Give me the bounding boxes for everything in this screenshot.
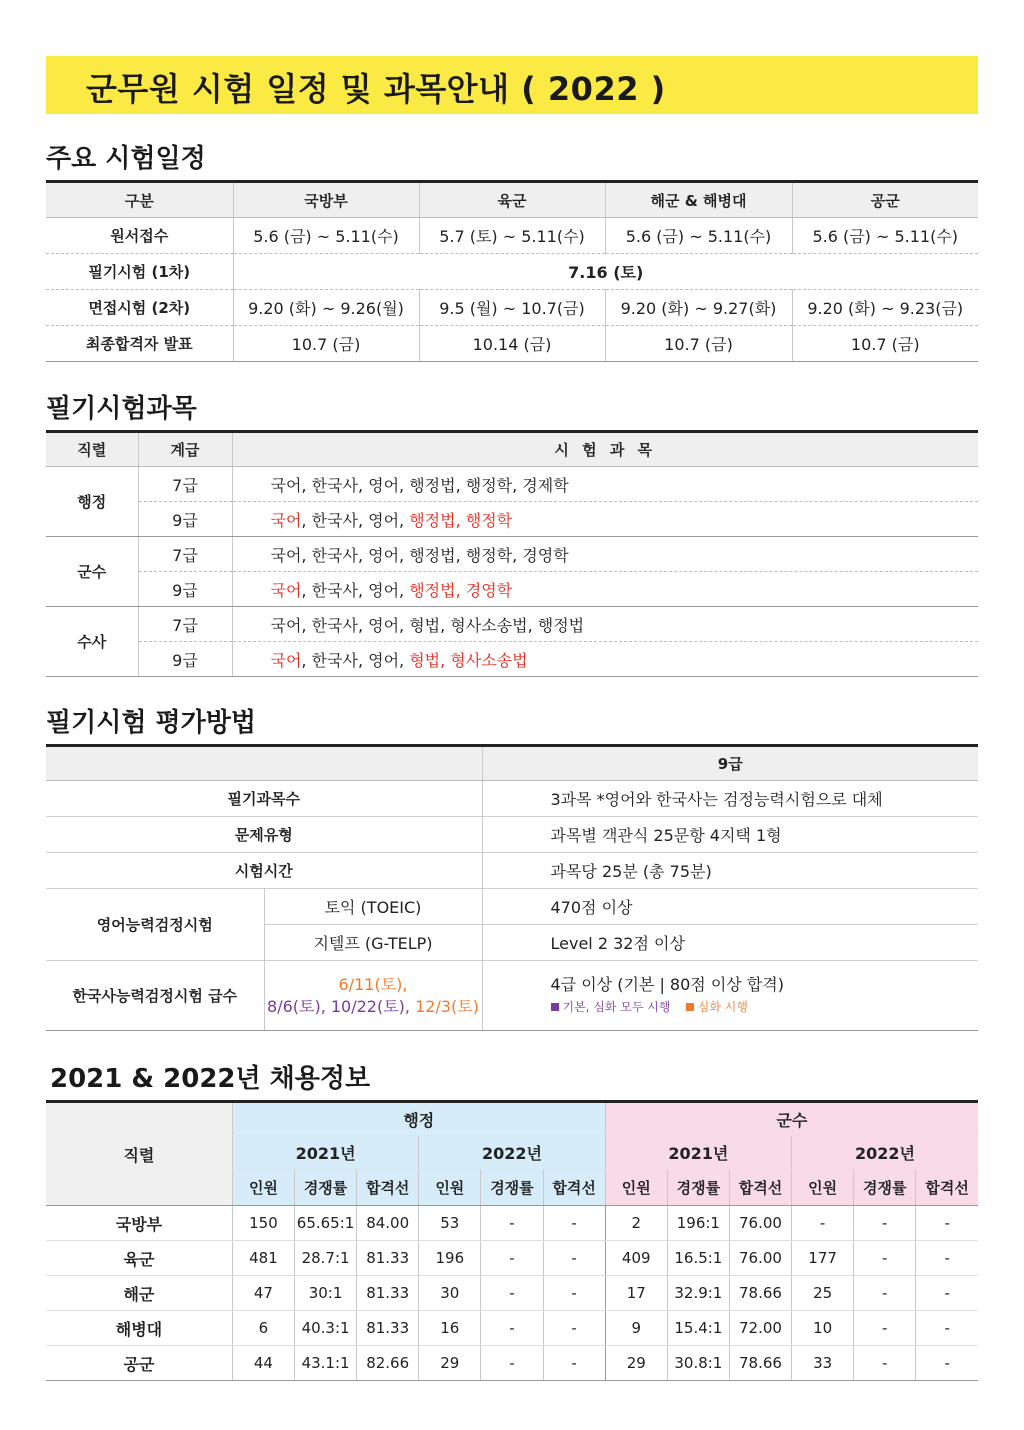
evaluation-header-blank: [46, 746, 482, 781]
evaluation-header-row: [46, 746, 978, 781]
row-label: 원서접수: [46, 218, 233, 254]
recruit-cell: -: [916, 1206, 978, 1241]
subjects-cell: [232, 572, 978, 607]
page-title: 군무원 시험 일정 및 과목안내 ( 2022 ): [86, 70, 666, 108]
highlight-subject: 형법, 형사소송법: [409, 650, 528, 670]
recruit-cell: 78.66: [729, 1346, 791, 1381]
table-row: [46, 537, 978, 572]
history-legend: [551, 997, 979, 1017]
table-row: [46, 326, 978, 362]
recruit-track-name: 국방부: [46, 1206, 232, 1241]
recruit-cell: -: [854, 1206, 916, 1241]
recruit-cell: 409: [605, 1241, 667, 1276]
english-test-name: 지텔프 (G-TELP): [264, 925, 482, 961]
schedule-cell: 9.20 (화) ~ 9.27(화): [605, 290, 792, 326]
recruit-cell: 15.4:1: [667, 1311, 729, 1346]
schedule-cell: 10.7 (금): [605, 326, 792, 362]
evaluation-value: Level 2 32점 이상: [482, 925, 978, 961]
table-row: [46, 290, 978, 326]
recruit-cell: 17: [605, 1276, 667, 1311]
evaluation-header: 9급: [482, 746, 978, 781]
recruit-table: [46, 1100, 978, 1381]
recruit-sub-header: 인원: [419, 1170, 481, 1206]
recruit-cell: -: [854, 1276, 916, 1311]
table-row: [46, 1241, 978, 1276]
subjects-cell: 국어, 한국사, 영어, 행정법, 행정학, 경제학: [232, 467, 978, 502]
recruit-cell: 30: [419, 1276, 481, 1311]
highlight-subject: 국어: [270, 650, 302, 670]
recruit-cell: -: [481, 1241, 543, 1276]
recruit-body: [46, 1206, 978, 1381]
recruit-cell: -: [854, 1311, 916, 1346]
recruit-group-header: 행정: [232, 1102, 605, 1136]
recruit-cell: 76.00: [729, 1206, 791, 1241]
recruit-cell: 177: [792, 1241, 854, 1276]
evaluation-value: 3과목 *영어와 한국사는 검정능력시험으로 대체: [482, 781, 978, 817]
recruit-cell: -: [543, 1346, 605, 1381]
recruit-cell: 196: [419, 1241, 481, 1276]
table-row: [46, 1206, 978, 1241]
history-date-advanced: 6/11(토),: [338, 974, 408, 994]
subjects-cell: 국어, 한국사, 영어, 형법, 형사소송법, 행정법: [232, 607, 978, 642]
recruit-cell: 28.7:1: [295, 1241, 357, 1276]
recruit-cell: 30.8:1: [667, 1346, 729, 1381]
recruit-sub-header: 합격선: [357, 1170, 419, 1206]
recruit-cell: 196:1: [667, 1206, 729, 1241]
recruit-sub-header: 합격선: [916, 1170, 978, 1206]
recruit-cell: 150: [232, 1206, 294, 1241]
recruit-cell: -: [481, 1311, 543, 1346]
recruit-cell: 44: [232, 1346, 294, 1381]
purple-square-icon: [551, 1003, 559, 1011]
schedule-header: 공군: [792, 182, 978, 218]
subject-text: , 한국사, 영어,: [301, 580, 410, 600]
history-exam-dates: [264, 961, 482, 1031]
recruit-track-name: 공군: [46, 1346, 232, 1381]
track-name: 행정: [46, 467, 138, 537]
row-label: 한국사능력검정시험 급수: [46, 961, 264, 1031]
schedule-header: 구분: [46, 182, 233, 218]
row-label: 필기과목수: [46, 781, 482, 817]
recruit-sub-header: 합격선: [729, 1170, 791, 1206]
recruit-cell: 30:1: [295, 1276, 357, 1311]
recruit-cell: 29: [605, 1346, 667, 1381]
recruit-cell: 43.1:1: [295, 1346, 357, 1381]
recruit-cell: -: [543, 1276, 605, 1311]
history-date-advanced: 12/3(토): [415, 996, 479, 1016]
schedule-section-title: 주요 시험일정: [46, 144, 206, 174]
recruit-track-name: 육군: [46, 1241, 232, 1276]
table-row: [46, 254, 978, 290]
schedule-cell: 9.20 (화) ~ 9.23(금): [792, 290, 978, 326]
table-row: [46, 817, 978, 853]
recruit-section-title: 2021 & 2022년 채용정보: [50, 1064, 371, 1094]
evaluation-section-title: 필기시험 평가방법: [46, 708, 256, 738]
row-label: 영어능력검정시험: [46, 889, 264, 961]
recruit-cell: 65.65:1: [295, 1206, 357, 1241]
schedule-cell: 5.6 (금) ~ 5.11(수): [233, 218, 419, 254]
row-label: 필기시험 (1차): [46, 254, 233, 290]
recruit-year-header: 2022년: [792, 1136, 978, 1170]
table-row: [46, 1276, 978, 1311]
schedule-header: 육군: [419, 182, 605, 218]
table-row: [46, 889, 978, 925]
subjects-cell: [232, 502, 978, 537]
table-row: [46, 1346, 978, 1381]
row-label: 시험시간: [46, 853, 482, 889]
recruit-cell: 78.66: [729, 1276, 791, 1311]
schedule-cell: 5.6 (금) ~ 5.11(수): [605, 218, 792, 254]
recruit-sub-header: 경쟁률: [854, 1170, 916, 1206]
track-name: 군수: [46, 537, 138, 607]
recruit-cell: -: [916, 1346, 978, 1381]
evaluation-value: 과목별 객관식 25문항 4지택 1형: [482, 817, 978, 853]
recruit-cell: 16.5:1: [667, 1241, 729, 1276]
recruit-cell: 84.00: [357, 1206, 419, 1241]
schedule-cell: 10.14 (금): [419, 326, 605, 362]
grade-cell: 9급: [138, 502, 232, 537]
recruit-group-header: 군수: [605, 1102, 978, 1136]
legend-advanced: 심화 시행: [697, 999, 748, 1014]
legend-basic: 기본, 심화 모두 시행: [562, 999, 671, 1014]
highlight-subject: 국어: [270, 510, 302, 530]
grade-cell: 9급: [138, 572, 232, 607]
recruit-track-header: 직렬: [46, 1102, 232, 1206]
recruit-cell: -: [916, 1241, 978, 1276]
table-row: [46, 502, 978, 537]
subjects-header-row: [46, 432, 978, 467]
subjects-header: 계급: [138, 432, 232, 467]
recruit-year-header: 2021년: [232, 1136, 418, 1170]
grade-cell: 9급: [138, 642, 232, 677]
evaluation-value: [482, 961, 978, 1031]
recruit-cell: 481: [232, 1241, 294, 1276]
row-label: 최종합격자 발표: [46, 326, 233, 362]
schedule-cell: 9.20 (화) ~ 9.26(월): [233, 290, 419, 326]
english-test-name: 토익 (TOEIC): [264, 889, 482, 925]
table-row: [46, 572, 978, 607]
schedule-header: 국방부: [233, 182, 419, 218]
recruit-sub-header: 경쟁률: [295, 1170, 357, 1206]
subjects-header: 직렬: [46, 432, 138, 467]
recruit-cell: 29: [419, 1346, 481, 1381]
schedule-cell: 5.6 (금) ~ 5.11(수): [792, 218, 978, 254]
subjects-table: [46, 430, 978, 677]
table-row: [46, 961, 978, 1031]
recruit-sub-header: 인원: [792, 1170, 854, 1206]
recruit-cell: -: [543, 1206, 605, 1241]
recruit-cell: -: [854, 1346, 916, 1381]
highlight-subject: 행정법, 경영학: [409, 580, 513, 600]
table-row: [46, 218, 978, 254]
schedule-cell: 10.7 (금): [233, 326, 419, 362]
schedule-header: 해군 & 해병대: [605, 182, 792, 218]
recruit-sub-header: 인원: [232, 1170, 294, 1206]
recruit-cell: 40.3:1: [295, 1311, 357, 1346]
table-row: [46, 607, 978, 642]
recruit-cell: 72.00: [729, 1311, 791, 1346]
row-label: 문제유형: [46, 817, 482, 853]
recruit-cell: 9: [605, 1311, 667, 1346]
schedule-merged-cell: 7.16 (토): [233, 254, 978, 290]
evaluation-value: 과목당 25분 (총 75분): [482, 853, 978, 889]
evaluation-table: [46, 744, 978, 1031]
recruit-group-row: [46, 1102, 978, 1136]
highlight-subject: 행정법, 행정학: [409, 510, 513, 530]
recruit-cell: -: [792, 1206, 854, 1241]
history-date-basic: 8/6(토), 10/22(토),: [267, 996, 411, 1016]
subject-text: , 한국사, 영어,: [301, 650, 410, 670]
recruit-cell: 76.00: [729, 1241, 791, 1276]
recruit-sub-header: 인원: [605, 1170, 667, 1206]
row-label: 면접시험 (2차): [46, 290, 233, 326]
recruit-cell: 32.9:1: [667, 1276, 729, 1311]
track-name: 수사: [46, 607, 138, 677]
recruit-cell: -: [916, 1311, 978, 1346]
recruit-cell: 81.33: [357, 1276, 419, 1311]
recruit-sub-header: 경쟁률: [667, 1170, 729, 1206]
grade-cell: 7급: [138, 537, 232, 572]
recruit-year-header: 2022년: [419, 1136, 605, 1170]
highlight-subject: 국어: [270, 580, 302, 600]
recruit-cell: 53: [419, 1206, 481, 1241]
recruit-track-name: 해군: [46, 1276, 232, 1311]
schedule-cell: 10.7 (금): [792, 326, 978, 362]
subjects-cell: 국어, 한국사, 영어, 행정법, 행정학, 경영학: [232, 537, 978, 572]
table-row: [46, 1311, 978, 1346]
subjects-section-title: 필기시험과목: [46, 394, 197, 424]
subjects-cell: [232, 642, 978, 677]
history-requirement: 4급 이상 (기본 | 80점 이상 합격): [550, 974, 784, 994]
title-banner: [46, 56, 978, 114]
recruit-track-name: 해병대: [46, 1311, 232, 1346]
recruit-cell: 81.33: [357, 1241, 419, 1276]
recruit-sub-header: 경쟁률: [481, 1170, 543, 1206]
table-row: [46, 642, 978, 677]
grade-cell: 7급: [138, 607, 232, 642]
schedule-cell: 5.7 (토) ~ 5.11(수): [419, 218, 605, 254]
grade-cell: 7급: [138, 467, 232, 502]
schedule-cell: 9.5 (월) ~ 10.7(금): [419, 290, 605, 326]
schedule-header-row: [46, 182, 978, 218]
recruit-cell: 33: [792, 1346, 854, 1381]
evaluation-value: 470점 이상: [482, 889, 978, 925]
recruit-cell: -: [543, 1311, 605, 1346]
recruit-cell: 2: [605, 1206, 667, 1241]
recruit-year-header: 2021년: [605, 1136, 791, 1170]
recruit-cell: 25: [792, 1276, 854, 1311]
table-row: [46, 853, 978, 889]
recruit-cell: 16: [419, 1311, 481, 1346]
recruit-cell: 47: [232, 1276, 294, 1311]
recruit-sub-header: 합격선: [543, 1170, 605, 1206]
recruit-cell: 81.33: [357, 1311, 419, 1346]
recruit-cell: -: [916, 1276, 978, 1311]
table-row: [46, 467, 978, 502]
recruit-cell: -: [854, 1241, 916, 1276]
recruit-cell: -: [481, 1276, 543, 1311]
recruit-cell: -: [543, 1241, 605, 1276]
recruit-cell: 10: [792, 1311, 854, 1346]
recruit-cell: 6: [232, 1311, 294, 1346]
schedule-table: [46, 180, 978, 362]
recruit-cell: -: [481, 1206, 543, 1241]
recruit-cell: -: [481, 1346, 543, 1381]
table-row: [46, 781, 978, 817]
recruit-cell: 82.66: [357, 1346, 419, 1381]
orange-square-icon: [686, 1003, 694, 1011]
subject-text: , 한국사, 영어,: [301, 510, 410, 530]
subjects-header: 시 험 과 목: [232, 432, 978, 467]
